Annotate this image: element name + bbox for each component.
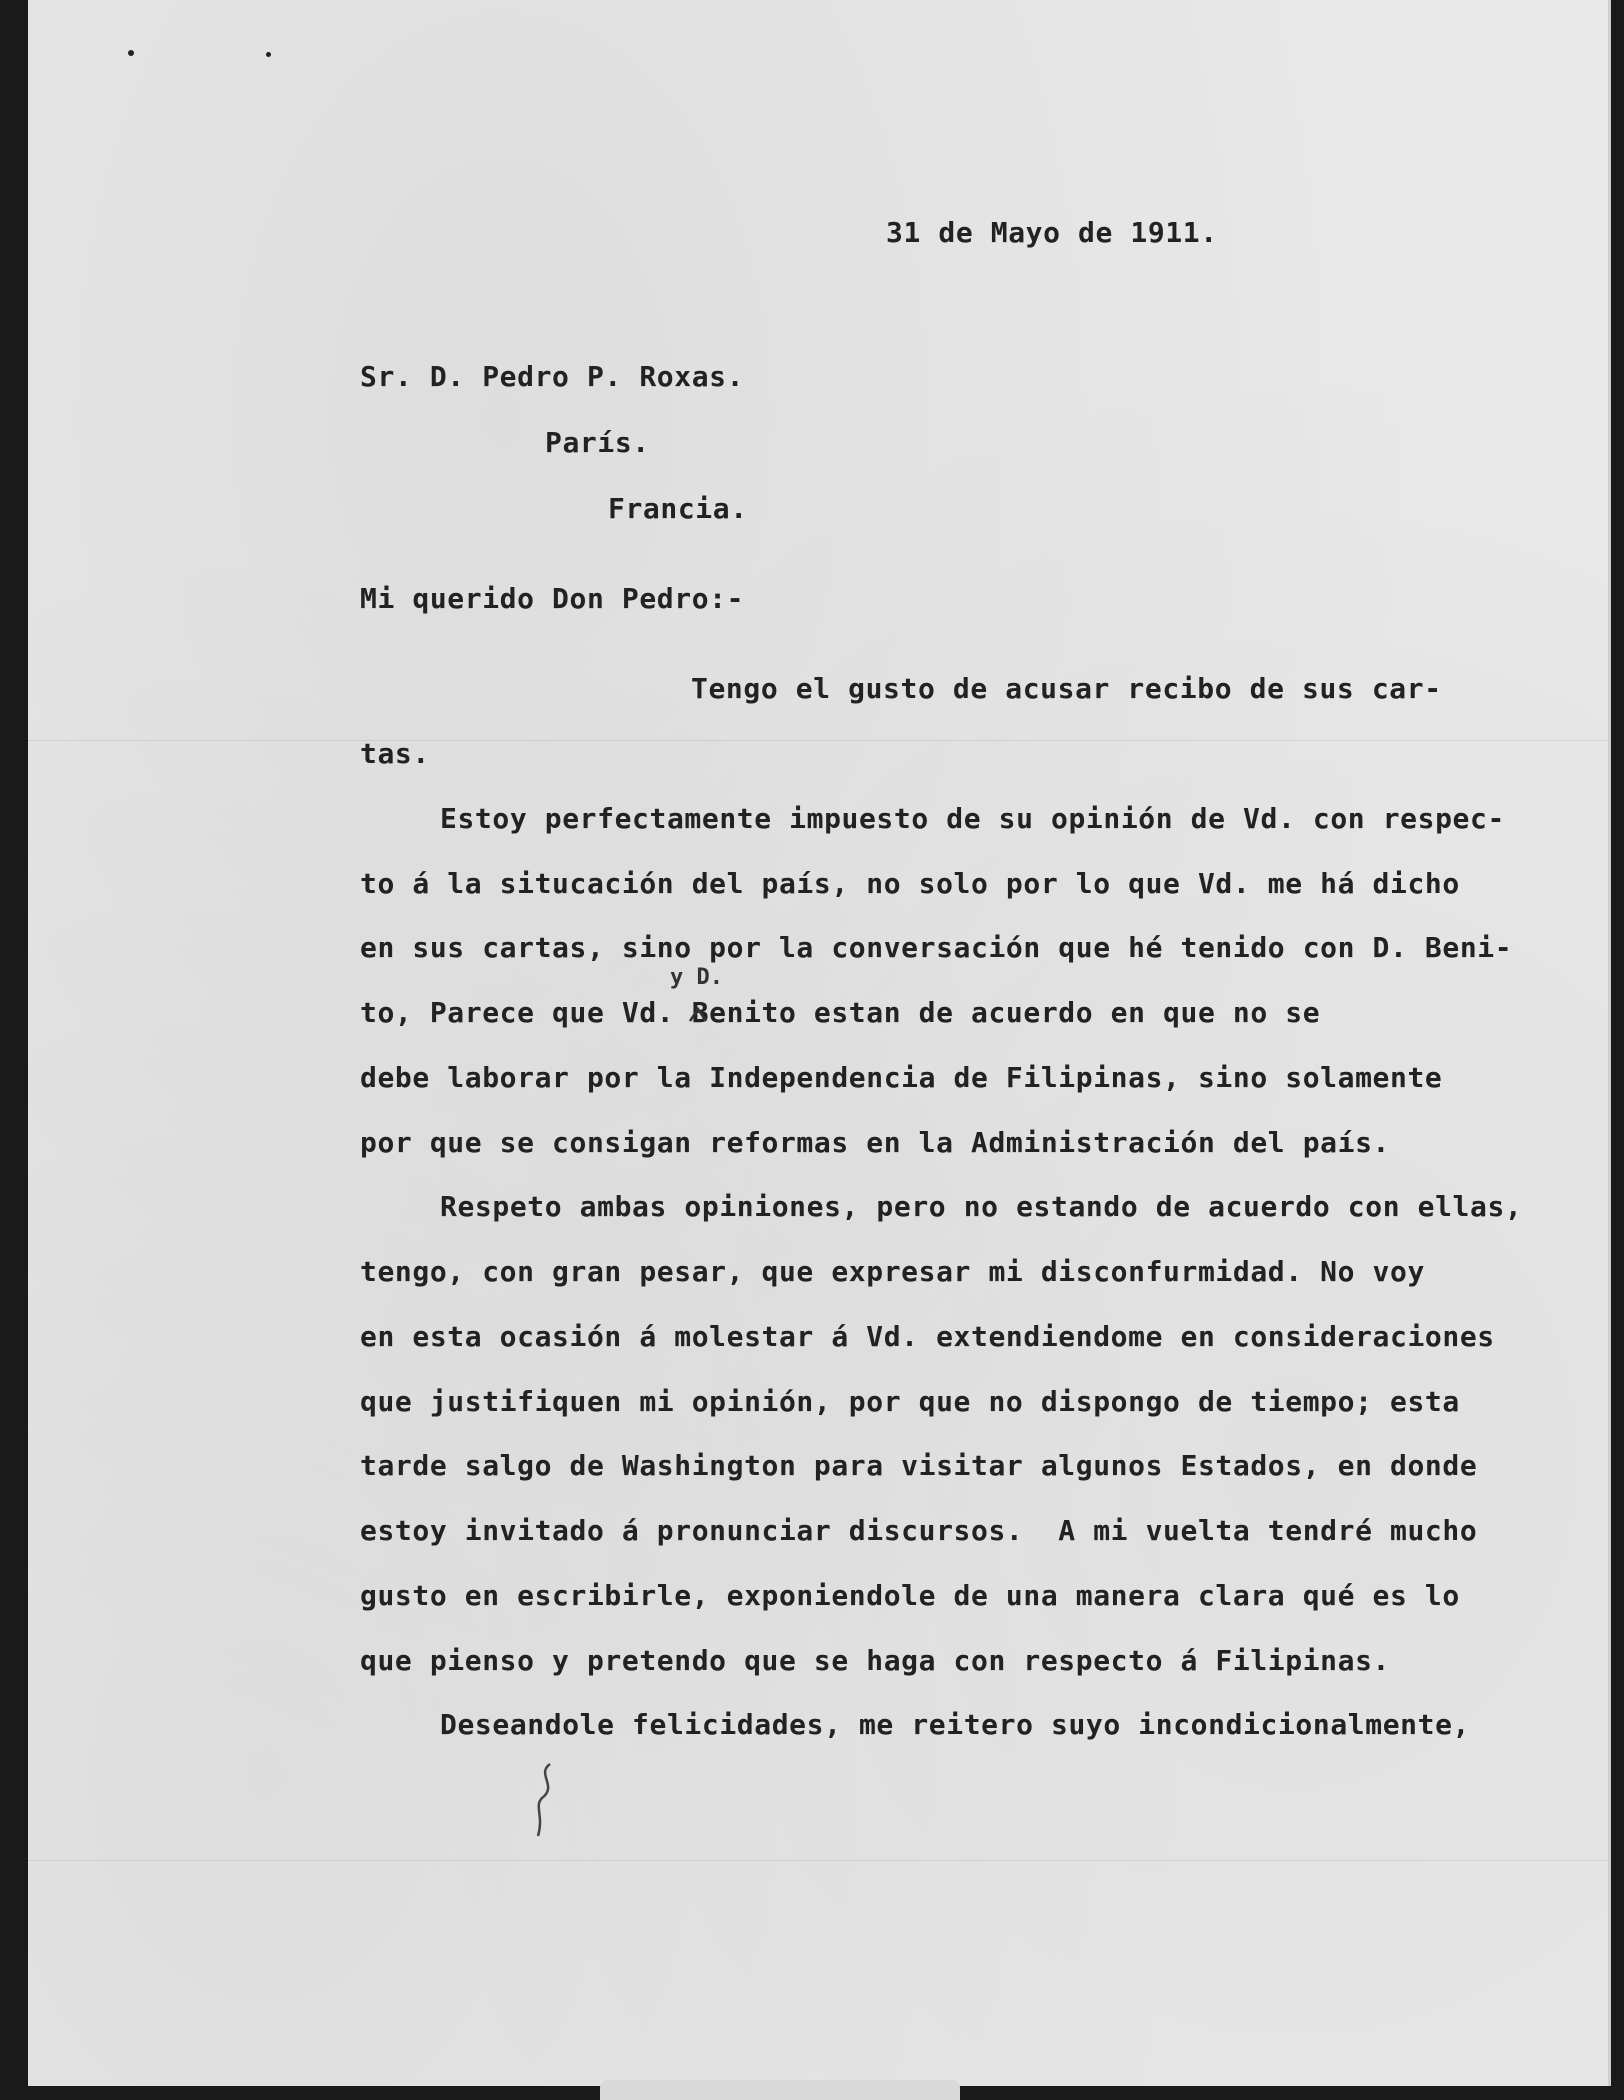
body-line: tarde salgo de Washington para visitar algunos Estados, en donde [360,1449,1478,1482]
recipient-city: París. [545,426,650,459]
body-line: to, Parece que Vd. Benito estan de acuerdo en que no se [360,996,1321,1029]
body-line: en sus cartas, sino por la conversación que hé tenido con D. Beni- [360,931,1513,964]
recipient-name: Sr. D. Pedro P. Roxas. [360,360,745,393]
body-line: tas. [360,737,430,770]
body-line: gusto en escribirle, exponiendole de una manera clara qué es lo [360,1579,1460,1612]
body-line: que justifiquen mi opinión, por que no dispongo de tiempo; esta [360,1385,1460,1418]
speck [266,52,271,57]
body-line: Estoy perfectamente impuesto de su opinión de Vd. con respec- [440,802,1505,835]
body-line: estoy invitado á pronunciar discursos. A mi vuelta tendré mucho [360,1514,1478,1547]
body-line: en esta ocasión á molestar á Vd. extendiendome en consideraciones [360,1320,1495,1353]
recipient-country: Francia. [608,492,748,525]
letter-date: 31 de Mayo de 1911. [886,216,1218,249]
salutation: Mi querido Don Pedro:- [360,582,745,615]
speck [128,50,134,56]
body-line: to á la situcación del país, no solo por lo que Vd. me há dicho [360,867,1460,900]
paper-fold [28,740,1608,741]
torn-paper-edge [600,2080,960,2100]
body-line: Respeto ambas opiniones, pero no estando de acuerdo con ellas, [440,1190,1523,1223]
handwritten-insertion: y D. [670,965,723,990]
letter-page [28,0,1611,2086]
body-line: Deseandole felicidades, me reitero suyo incondicionalmente, [440,1708,1470,1741]
handwritten-squiggle-icon [528,1760,568,1840]
body-line: por que se consigan reformas en la Administración del país. [360,1126,1390,1159]
paper-fold [28,1860,1608,1861]
body-line: debe laborar por la Independencia de Filipinas, sino solamente [360,1061,1443,1094]
caret-mark-icon [688,1005,708,1025]
body-line: Tengo el gusto de acusar recibo de sus car- [691,672,1442,705]
body-line: que pienso y pretendo que se haga con respecto á Filipinas. [360,1644,1390,1677]
body-line: tengo, con gran pesar, que expresar mi disconfurmidad. No voy [360,1255,1425,1288]
